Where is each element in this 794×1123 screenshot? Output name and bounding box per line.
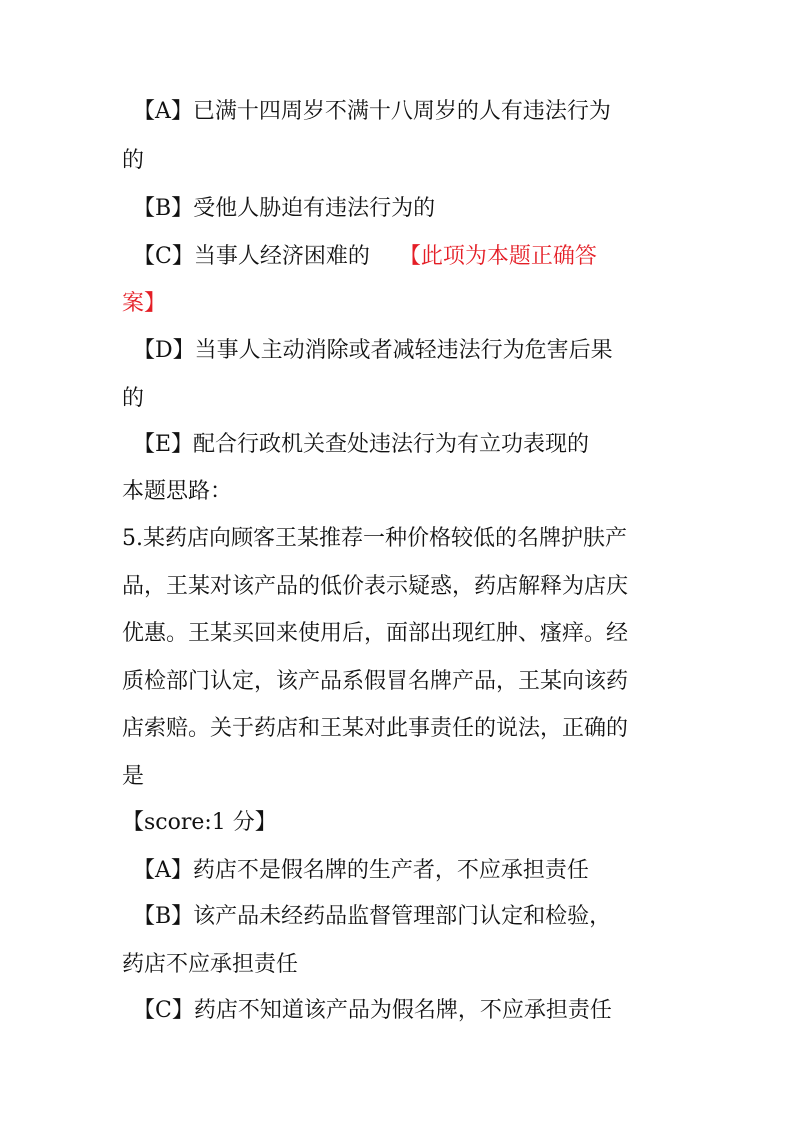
question-5-line6: 是	[122, 764, 145, 789]
score-label: 【score:1 分】	[122, 810, 277, 835]
question-5-option-b-line2: 药店不应承担责任	[122, 952, 299, 977]
question-5-option-a: 【A】药店不是假名牌的生产者，不应承担责任	[122, 858, 589, 883]
question-option-e: 【E】配合行政机关查处违法行为有立功表现的	[122, 432, 590, 457]
question-5-line5: 店索赔。关于药店和王某对此事责任的说法，正确的	[122, 716, 629, 741]
question-5-line4: 质检部门认定，该产品系假冒名牌产品，王某向该药	[122, 669, 629, 694]
question-5-option-b-line1: 【B】该产品未经药品监督管理部门认定和检验，	[122, 904, 612, 929]
question-option-a-line1: 【A】已满十四周岁不满十八周岁的人有违法行为	[122, 99, 611, 124]
question-option-c-text: 【C】当事人经济困难的	[122, 244, 399, 269]
question-option-d-line1: 【D】当事人主动消除或者减轻违法行为危害后果	[122, 338, 613, 363]
question-option-a-line2: 的	[122, 148, 145, 173]
question-option-b: 【B】受他人胁迫有违法行为的	[122, 196, 436, 221]
question-option-c-line1	[122, 246, 597, 268]
question-5-option-c: 【C】药店不知道该产品为假名牌，不应承担责任	[122, 998, 612, 1023]
question-option-d-line2: 的	[122, 386, 145, 411]
question-option-c-line2: 案】	[122, 291, 167, 316]
correct-answer-tag: 【此项为本题正确答	[398, 244, 597, 269]
analysis-heading: 本题思路：	[122, 479, 233, 504]
question-5-line1: 5.某药店向顾客王某推荐一种价格较低的名牌护肤产	[122, 526, 627, 551]
question-5-line2: 品，王某对该产品的低价表示疑惑，药店解释为店庆	[122, 574, 629, 599]
question-5-line3: 优惠。王某买回来使用后，面部出现红肿、瘙痒。经	[122, 621, 629, 646]
